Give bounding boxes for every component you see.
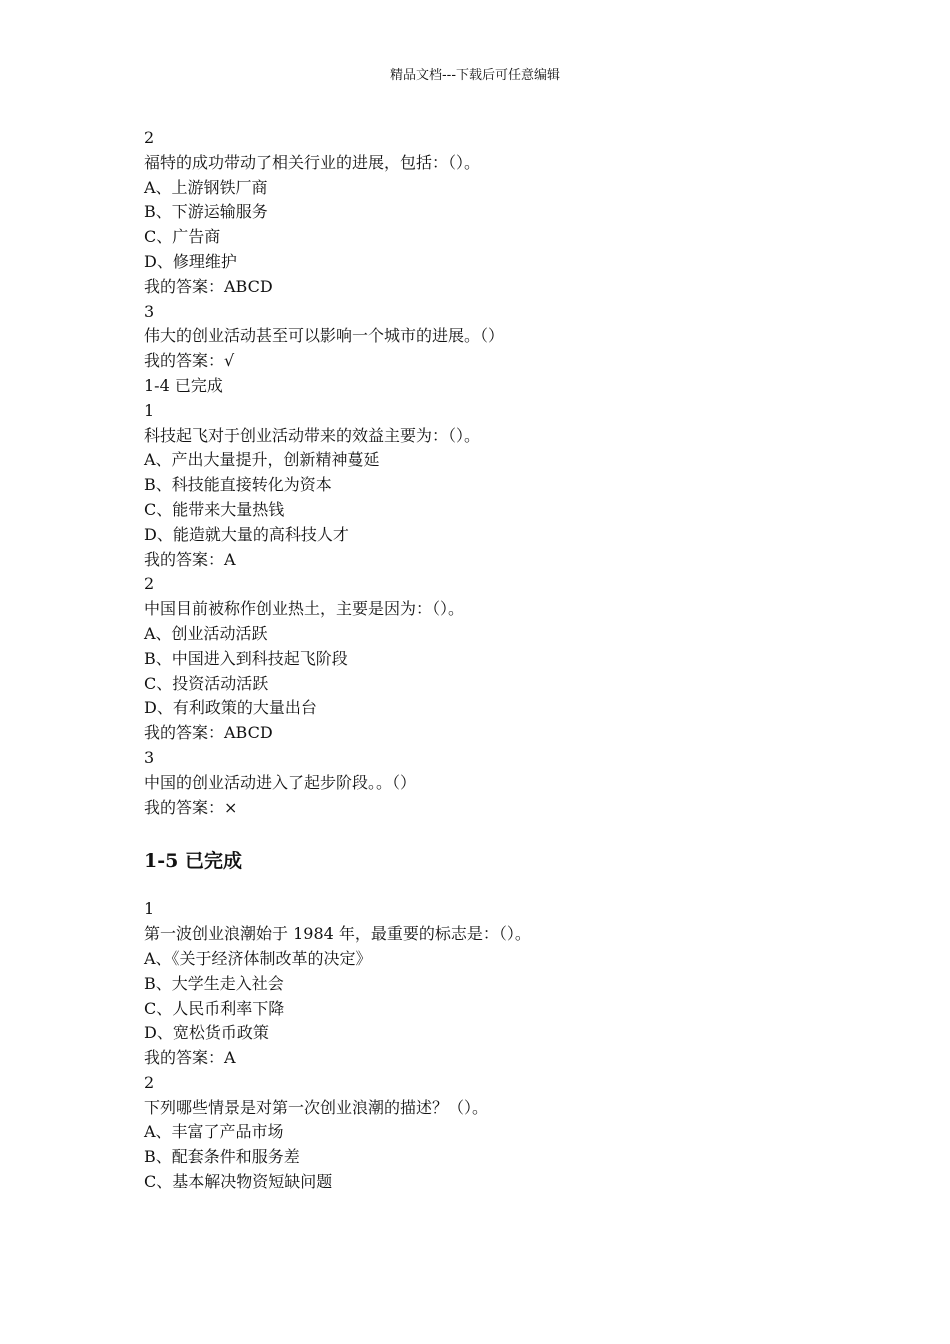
option-b: B、大学生走入社会 [144, 973, 284, 993]
option-a: A、《关于经济体制改革的决定》 [144, 948, 372, 968]
option-d: D、修理维护 [144, 251, 237, 271]
text-block-2 [144, 897, 844, 1195]
question-text: 伟大的创业活动甚至可以影响一个城市的进展。（） [144, 326, 505, 346]
option-a: A、创业活动活跃 [144, 623, 268, 643]
question-text: 中国的创业活动进入了起步阶段。。（） [144, 772, 417, 792]
option-c: C、基本解决物资短缺问题 [144, 1172, 333, 1192]
document-body [144, 126, 844, 1195]
my-answer: 我的答案：ABCD [144, 723, 273, 743]
section-title: 1-5 已完成 [144, 850, 242, 873]
question-number: 2 [144, 574, 155, 594]
question-text: 中国目前被称作创业热土，主要是因为：（）。 [144, 599, 465, 619]
my-answer: 我的答案：× [144, 797, 238, 817]
text-block-1 [144, 126, 844, 820]
section-heading: 1-4 已完成 [144, 375, 223, 395]
option-c: C、投资活动活跃 [144, 673, 269, 693]
question-number: 3 [144, 301, 155, 321]
option-d: D、宽松货币政策 [144, 1023, 269, 1043]
my-answer: 我的答案：A [144, 1048, 236, 1068]
option-b: B、科技能直接转化为资本 [144, 475, 332, 495]
question-number: 2 [144, 128, 155, 147]
question-text: 第一波创业浪潮始于 1984 年，最重要的标志是：（）。 [144, 924, 531, 944]
question-number: 2 [144, 1072, 155, 1092]
option-d: D、能造就大量的高科技人才 [144, 524, 349, 544]
option-c: C、能带来大量热钱 [144, 499, 285, 519]
question-text: 福特的成功带动了相关行业的进展，包括：（）。 [144, 152, 481, 172]
question-text: 下列哪些情景是对第一次创业浪潮的描述？（）。 [144, 1097, 489, 1117]
my-answer: 我的答案：ABCD [144, 276, 273, 296]
my-answer: 我的答案：A [144, 549, 236, 569]
question-text: 科技起飞对于创业活动带来的效益主要为：（）。 [144, 425, 481, 445]
question-number: 1 [144, 400, 155, 420]
option-d: D、有利政策的大量出台 [144, 698, 317, 718]
option-c: C、人民币利率下降 [144, 998, 285, 1018]
my-answer: 我的答案：√ [144, 351, 235, 371]
option-a: A、产出大量提升，创新精神蔓延 [144, 450, 380, 470]
option-b: B、下游运输服务 [144, 202, 268, 222]
option-b: B、配套条件和服务差 [144, 1147, 300, 1167]
option-a: A、丰富了产品市场 [144, 1122, 284, 1142]
page-header: 精品文档---下载后可任意编辑 [389, 68, 561, 83]
option-a: A、上游钢铁厂商 [144, 177, 268, 197]
question-number: 1 [144, 899, 155, 919]
option-c: C、广告商 [144, 227, 221, 247]
option-b: B、中国进入到科技起飞阶段 [144, 648, 348, 668]
question-number: 3 [144, 747, 155, 767]
